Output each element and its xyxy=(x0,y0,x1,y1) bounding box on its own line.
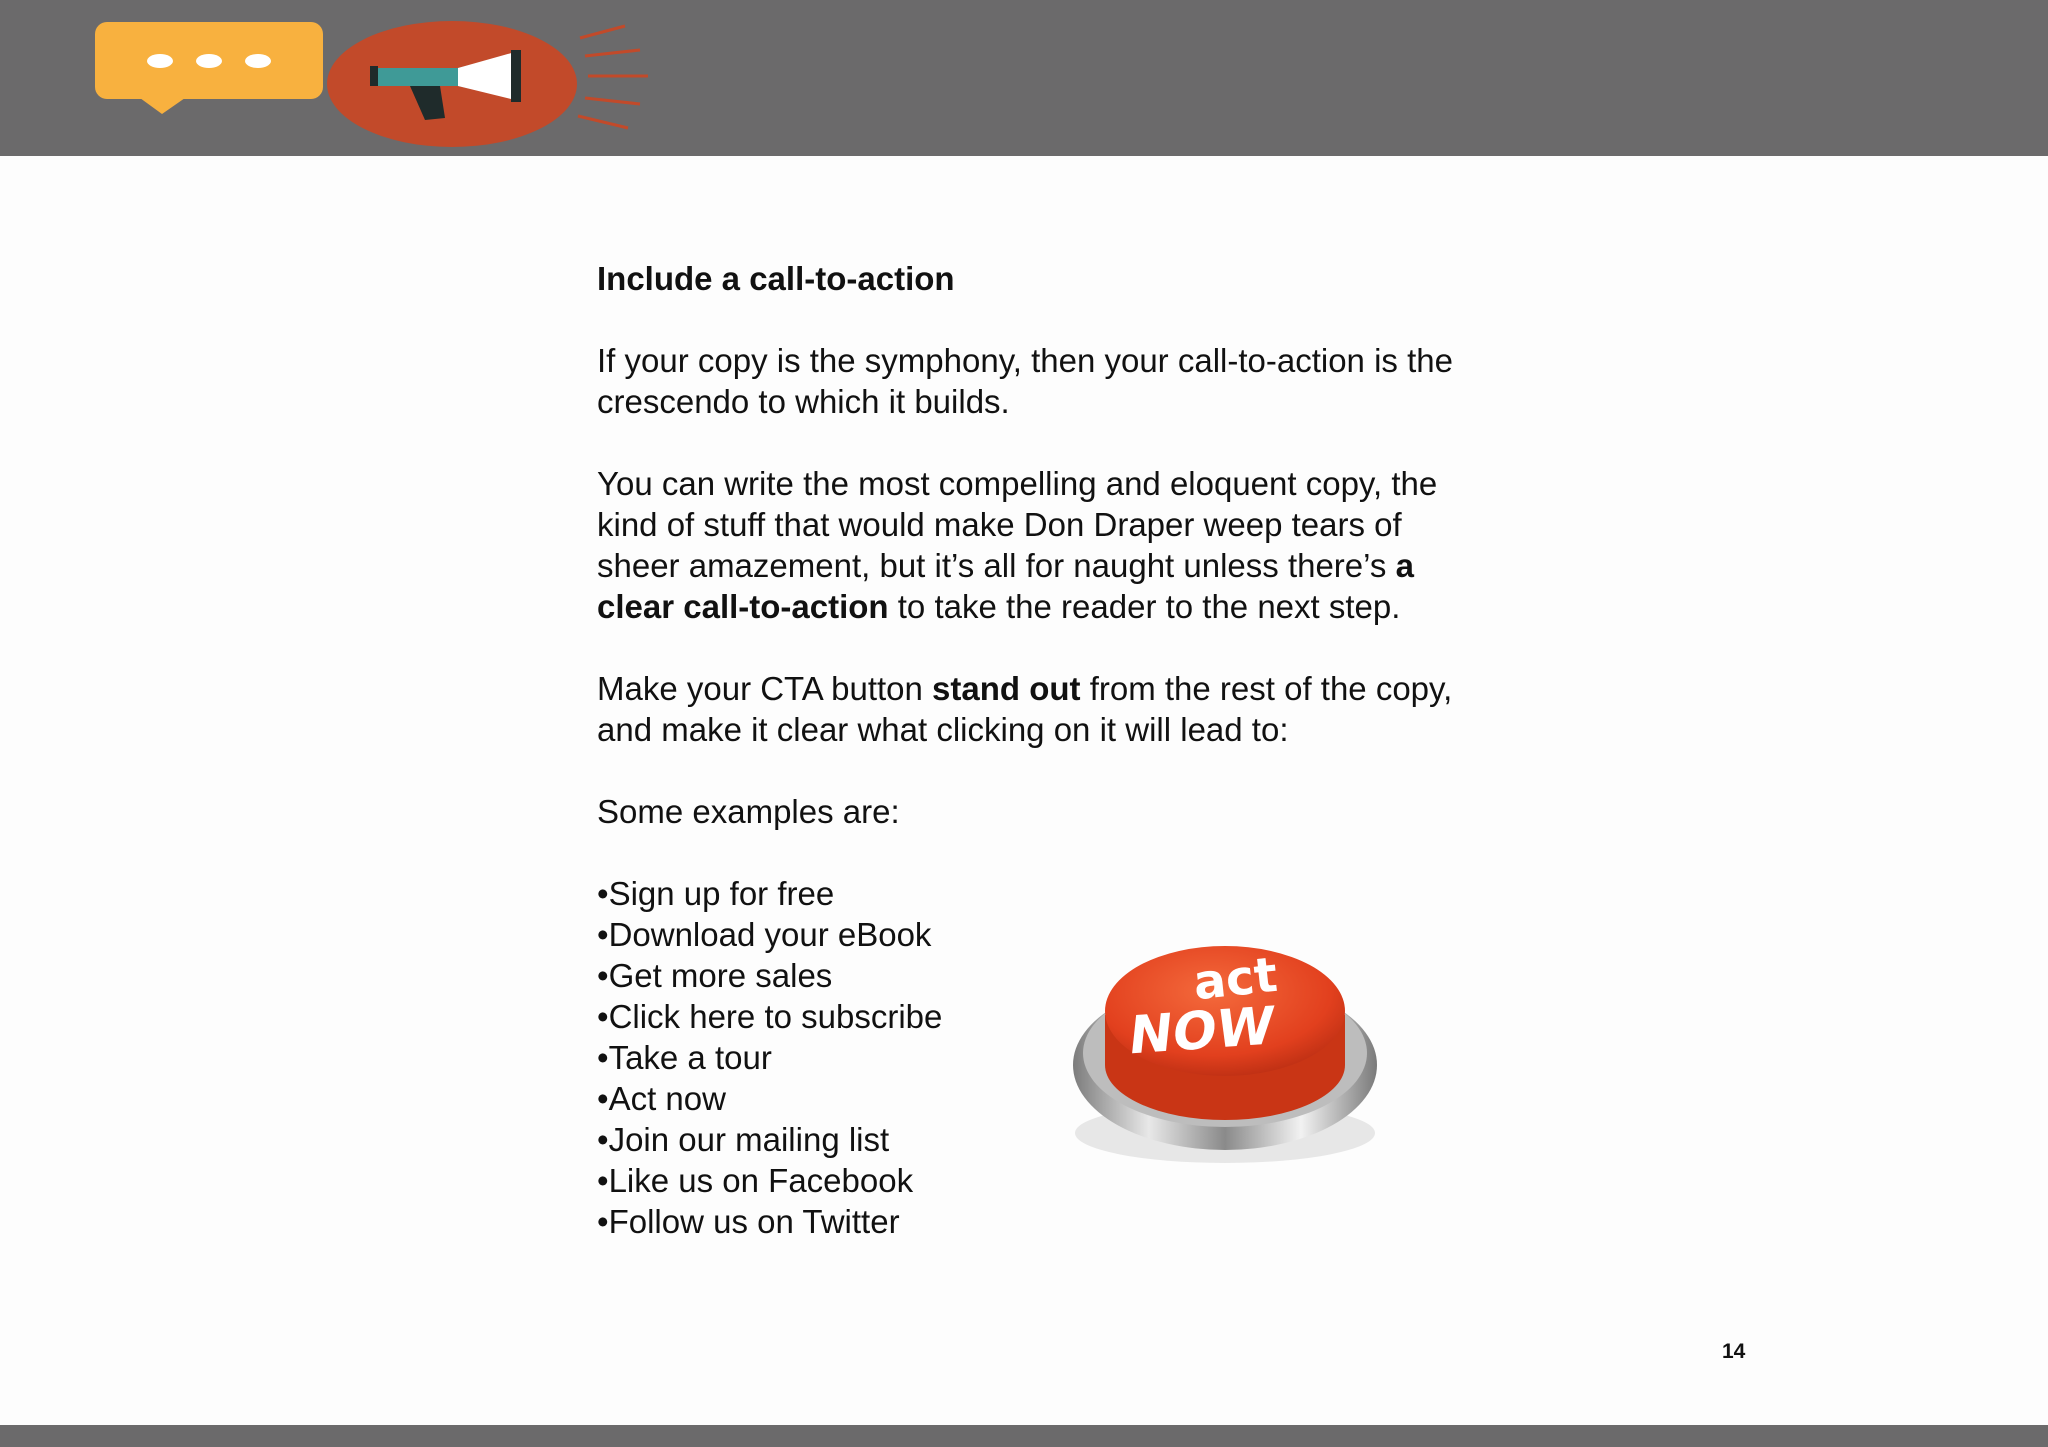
bullet: • xyxy=(597,998,609,1035)
page-number: 14 xyxy=(1722,1340,1746,1363)
megaphone-icon xyxy=(327,21,648,147)
bullet: • xyxy=(597,1162,609,1199)
section-heading: Include a call-to-action xyxy=(597,260,955,297)
paragraph-cta-button xyxy=(597,668,1457,750)
paragraph-text: You can write the most compelling and eloquent copy, the kind of stuff that would make Don Draper weep tears of sheer amazement, but it’s all for naught unless there’s xyxy=(597,465,1438,584)
bullet: • xyxy=(597,1203,609,1240)
list-item-text: Click here to subscribe xyxy=(608,998,943,1035)
list-item-text: Act now xyxy=(608,1080,726,1117)
emphasis-clear-cta: a clear call-to-action xyxy=(597,547,1414,625)
list-item-text: Like us on Facebook xyxy=(608,1162,914,1199)
footer-bar xyxy=(0,1425,2048,1447)
list-item-text: Join our mailing list xyxy=(608,1121,890,1158)
paragraph-symphony: If your copy is the symphony, then your call-to-action is the crescendo to which it builds. xyxy=(597,342,1453,420)
bullet: • xyxy=(597,1039,609,1076)
bullet: • xyxy=(597,1080,609,1117)
button-label-act: act xyxy=(1190,946,1280,1012)
emphasis-stand-out: stand out xyxy=(932,670,1081,707)
list-item-text: Get more sales xyxy=(608,957,833,994)
header-icons xyxy=(0,0,700,156)
paragraph-don-draper xyxy=(597,463,1457,627)
list-item-text: Download your eBook xyxy=(608,916,932,953)
chat-bubble-icon xyxy=(95,22,323,114)
header-bar xyxy=(0,0,2048,156)
list-item xyxy=(597,1201,1457,1242)
paragraph-text: from the rest of the copy, and make it clear what clicking on it will lead to: xyxy=(597,670,1453,748)
list-item-text: Follow us on Twitter xyxy=(608,1203,900,1240)
bullet: • xyxy=(597,875,609,912)
bullet: • xyxy=(597,916,609,953)
act-now-button-image xyxy=(1055,915,1395,1170)
bullet: • xyxy=(597,1121,609,1158)
list-item-text: Take a tour xyxy=(608,1039,772,1076)
button-label-now: NOW xyxy=(1126,995,1278,1067)
bullet: • xyxy=(597,957,609,994)
paragraph-text: Make your CTA button xyxy=(597,670,933,707)
paragraph-text: to take the reader to the next step. xyxy=(888,588,1401,625)
list-item xyxy=(597,873,1457,914)
examples-intro: Some examples are: xyxy=(597,793,900,830)
list-item-text: Sign up for free xyxy=(608,875,835,912)
